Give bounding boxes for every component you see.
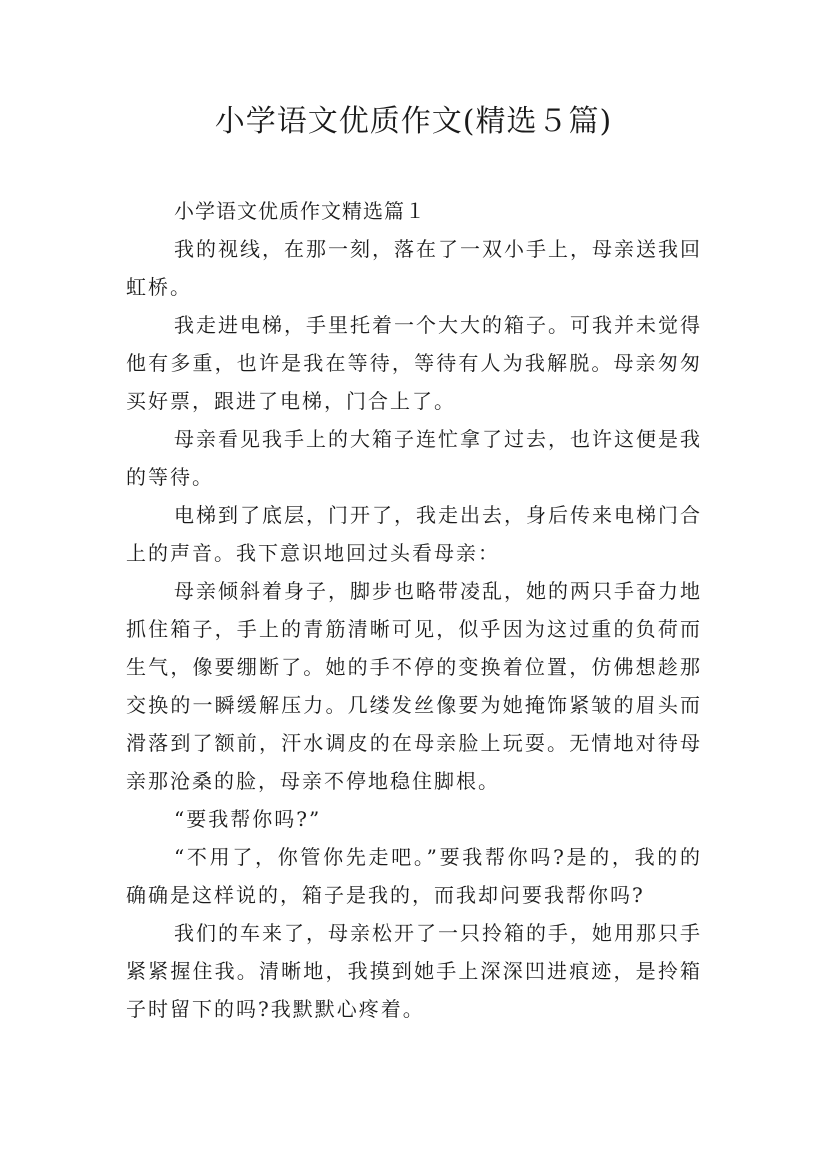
paragraph-1: 我的视线，在那一刻，落在了一双小手上，母亲送我回虹桥。 — [126, 237, 702, 299]
section-heading: 小学语文优质作文精选篇１ — [174, 199, 426, 223]
paragraph-2: 我走进电梯，手里托着一个大大的箱子。可我并未觉得他有多重，也许是我在等待，等待有人为我解脱。母亲匆匆买好票，跟进了电梯，门合上了。 — [126, 313, 702, 413]
paragraph-3: 母亲看见我手上的大箱子连忙拿了过去，也许这便是我的等待。 — [126, 427, 702, 489]
paragraph-4: 电梯到了底层，门开了，我走出去，身后传来电梯门合上的声音。我下意识地回过头看母亲： — [126, 503, 702, 565]
paragraph-5: 母亲倾斜着身子，脚步也略带凌乱，她的两只手奋力地抓住箱子，手上的青筋清晰可见，似乎因为这过重的负荷而生气，像要绷断了。她的手不停的变换着位置，仿佛想趁那交换的一瞬缓解压力。几缕发丝像要为她掩饰紧皱的眉头而滑落到了额前，汗水调皮的在母亲脸上玩耍。无情地对待母亲那沧桑的脸，母亲不停地稳住脚根。 — [126, 579, 702, 793]
paragraph-6: “要我帮你吗?” — [174, 807, 322, 831]
document-title: 小学语文优质作文(精选５篇) — [214, 104, 613, 139]
paragraph-7: “不用了，你管你先走吧。”要我帮你吗?是的，我的的确确是这样说的，箱子是我的，而我却问要我帮你吗? — [126, 845, 702, 907]
paragraph-8: 我们的车来了，母亲松开了一只拎箱的手，她用那只手紧紧握住我。清晰地，我摸到她手上深深凹进痕迹，是拎箱子时留下的吗?我默默心疼着。 — [126, 921, 702, 1021]
document-body — [126, 192, 702, 1028]
